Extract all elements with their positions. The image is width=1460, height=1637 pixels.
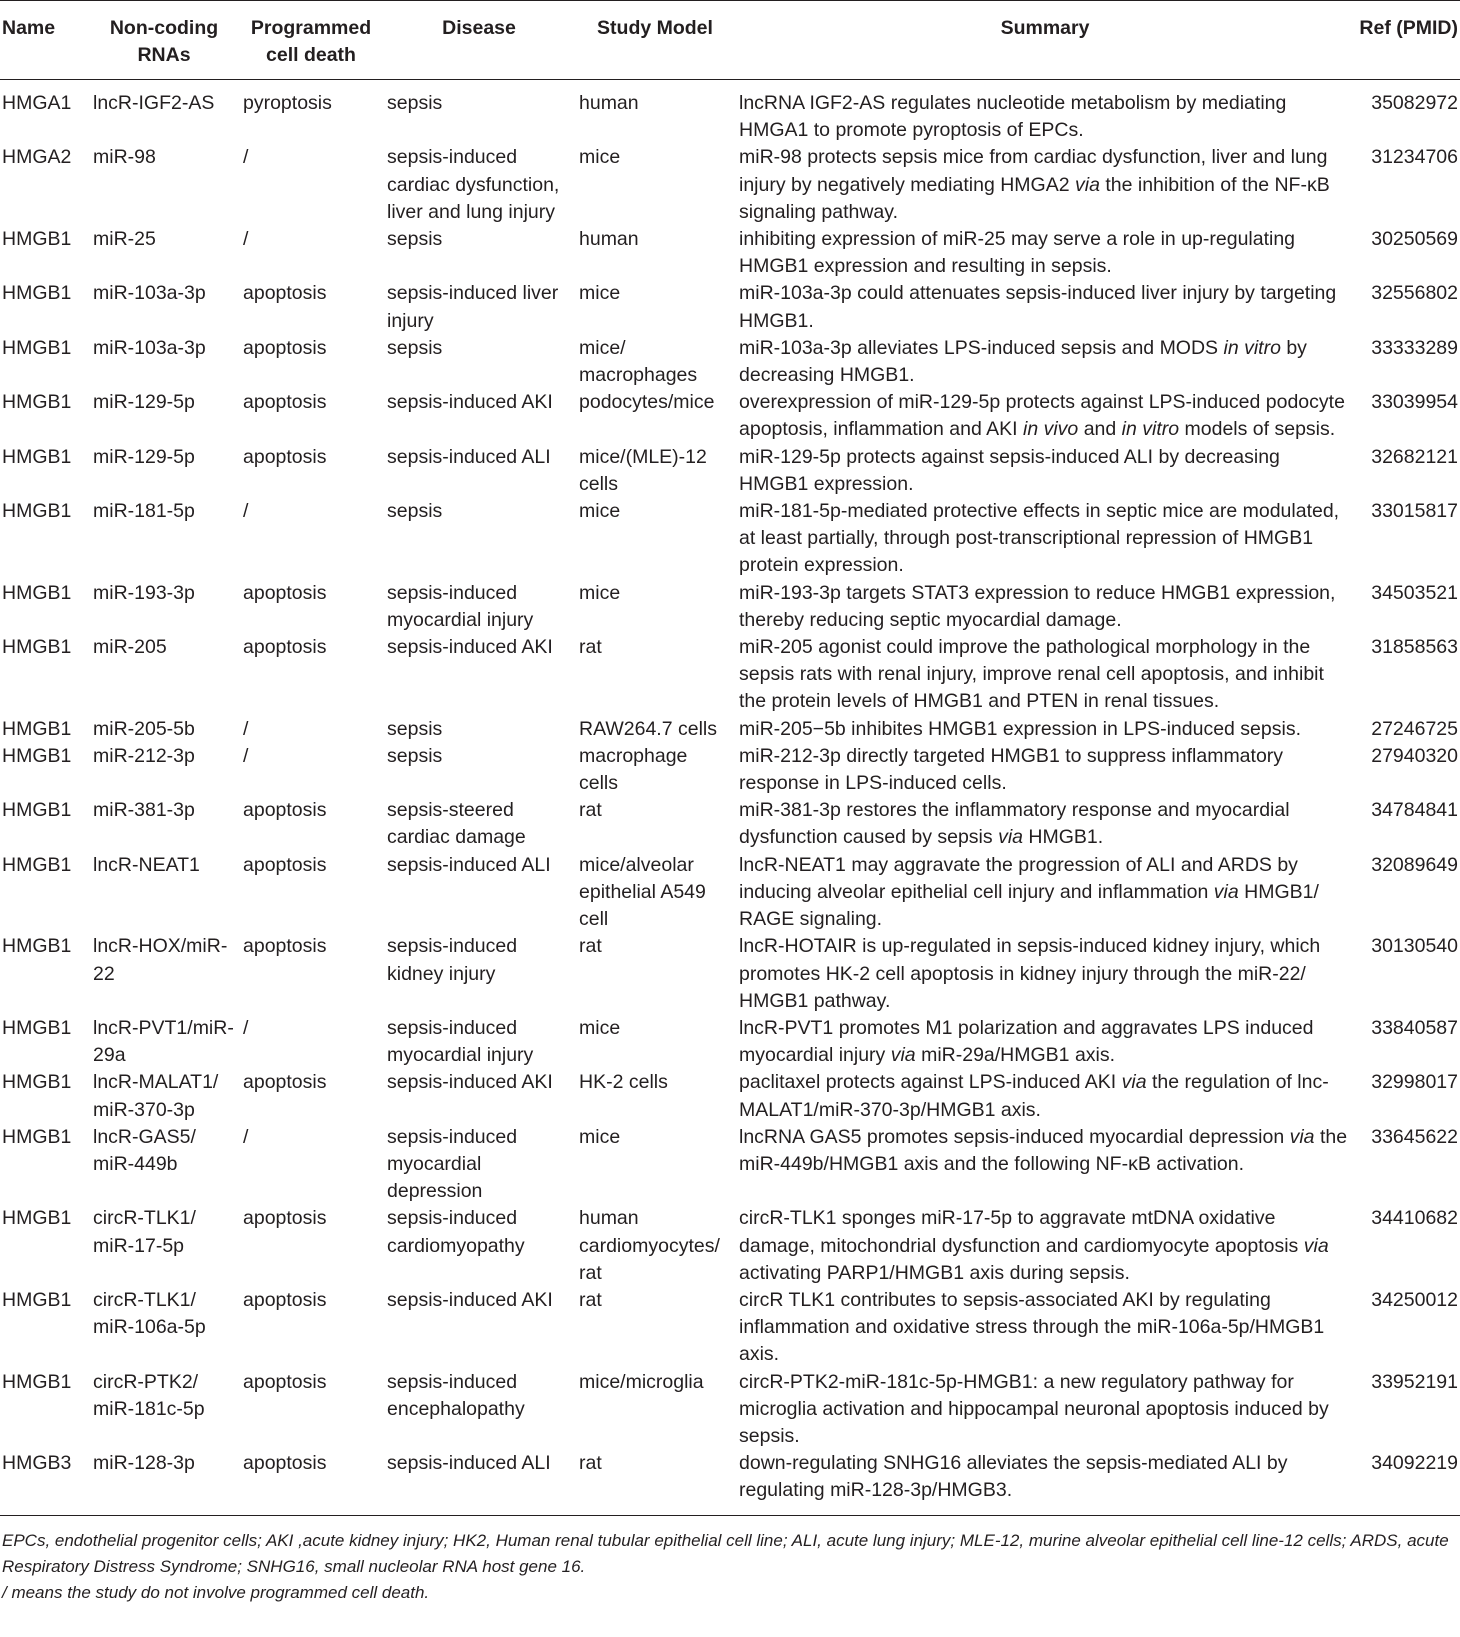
cell-programmed-cell-death: / xyxy=(243,1125,249,1148)
table-row xyxy=(0,1124,1460,1206)
cell-study-model: human xyxy=(579,92,639,114)
header-summary: Summary xyxy=(735,1,1355,80)
table-row xyxy=(0,933,1460,1015)
cell-study-model: RAW264.7 cells xyxy=(579,717,717,740)
cell-study-model: mice xyxy=(579,581,621,604)
cell-programmed-cell-death: apoptosis xyxy=(243,391,327,414)
cell-programmed-cell-death: / xyxy=(243,744,249,767)
cell-programmed-cell-death: apoptosis xyxy=(243,935,327,958)
table-row xyxy=(0,280,1460,334)
cell-name: HMGA2 xyxy=(2,146,72,169)
cell-disease: sepsis-induced liver injury xyxy=(387,282,559,332)
cell-programmed-cell-death: / xyxy=(243,146,249,169)
cell-noncoding-rna: miR-381-3p xyxy=(93,799,195,822)
cell-name: HMGB1 xyxy=(2,581,72,604)
cell-summary: down-regulating SNHG16 alleviates the sepsis-mediated ALI by regulating miR-128-3p/HMGB3. xyxy=(735,1450,1355,1515)
cell-ref-pmid: 32556802 xyxy=(1371,282,1458,305)
cell-name: HMGB1 xyxy=(2,1071,72,1094)
cell-study-model: mice/microglia xyxy=(579,1370,704,1393)
header-name: Name xyxy=(0,1,89,80)
table-row xyxy=(0,444,1460,498)
table-row xyxy=(0,498,1460,580)
cell-ref-pmid: 32998017 xyxy=(1371,1071,1458,1094)
cell-noncoding-rna: miR-103a-3p xyxy=(93,282,206,305)
table-row xyxy=(0,743,1460,797)
cell-name: HMGB1 xyxy=(2,1016,72,1039)
cell-name: HMGB1 xyxy=(2,391,72,414)
header-ref-pmid: Ref (PMID) xyxy=(1355,1,1460,80)
cell-disease: sepsis-induced kidney injury xyxy=(387,935,518,985)
cell-programmed-cell-death: apoptosis xyxy=(243,1288,327,1311)
cell-name: HMGB1 xyxy=(2,636,72,659)
cell-ref-pmid: 27940320 xyxy=(1371,744,1458,767)
cell-summary: circR-PTK2-miR-181c-5p-HMGB1: a new regulatory pathway for microglia activation and hippocampal neuronal apoptosis induced by sepsis. xyxy=(739,1370,1329,1447)
header-noncoding-rnas: Non-coding RNAs xyxy=(89,1,239,80)
cell-name: HMGB1 xyxy=(2,500,72,523)
footnotes xyxy=(0,1516,1460,1606)
header-row xyxy=(0,1,1460,80)
cell-noncoding-rna: lncR-PVT1/miR-29a xyxy=(93,1016,234,1067)
cell-ref-pmid: 30250569 xyxy=(1371,228,1458,251)
cell-programmed-cell-death: apoptosis xyxy=(243,1071,327,1094)
cell-programmed-cell-death: / xyxy=(243,500,249,523)
table-row xyxy=(0,1287,1460,1369)
table-row xyxy=(0,634,1460,716)
cell-study-model: mice xyxy=(579,1125,621,1148)
table-row xyxy=(0,797,1460,851)
cell-noncoding-rna: lncR-MALAT1/ miR-370-3p xyxy=(93,1071,219,1121)
cell-programmed-cell-death: / xyxy=(243,228,249,251)
cell-noncoding-rna: circR-TLK1/ miR-17-5p xyxy=(93,1207,196,1257)
cell-study-model: rat xyxy=(575,1450,735,1515)
header-disease: Disease xyxy=(383,1,575,80)
cell-study-model: human xyxy=(579,228,639,251)
table-body xyxy=(0,80,1460,1516)
table-header xyxy=(0,1,1460,80)
table-row xyxy=(0,1450,1460,1515)
cell-study-model: mice/ macrophages xyxy=(579,336,698,387)
cell-disease: sepsis xyxy=(387,336,443,359)
cell-summary: overexpression of miR-129-5p protects against LPS-induced podocyte apoptosis, inflammation and AKI in vivo and in vitro models of sepsis. xyxy=(739,391,1345,441)
cell-ref-pmid: 31234706 xyxy=(1371,146,1458,169)
cell-disease: sepsis-induced AKI xyxy=(387,1288,553,1311)
table-row xyxy=(0,1015,1460,1069)
cell-summary: miR-103a-3p alleviates LPS-induced sepsis and MODS in vitro by decreasing HMGB1. xyxy=(739,336,1307,387)
cell-ref-pmid: 33952191 xyxy=(1371,1370,1458,1393)
cell-noncoding-rna: miR-25 xyxy=(93,228,156,251)
cell-noncoding-rna: miR-193-3p xyxy=(93,581,195,604)
cell-noncoding-rna: miR-129-5p xyxy=(93,391,195,414)
cell-summary: lncR-NEAT1 may aggravate the progression of ALI and ARDS by inducing alveolar epithelial cell injury and inflammation via HMGB1/ RAGE signaling. xyxy=(739,853,1319,931)
cell-ref-pmid: 33840587 xyxy=(1371,1016,1458,1039)
cell-summary: lncR-HOTAIR is up-regulated in sepsis-induced kidney injury, which promotes HK-2 cell apoptosis in kidney injury through the miR-22/ HMGB1 pathway. xyxy=(739,935,1321,1012)
cell-study-model: macrophage cells xyxy=(579,744,688,795)
cell-programmed-cell-death: apoptosis xyxy=(243,581,327,604)
cell-name: HMGB1 xyxy=(2,853,72,876)
cell-disease: sepsis-steered cardiac damage xyxy=(387,799,526,849)
cell-noncoding-rna: miR-181-5p xyxy=(93,500,195,523)
cell-name: HMGB1 xyxy=(2,282,72,305)
cell-name: HMGB1 xyxy=(2,1207,72,1230)
table-row xyxy=(0,1069,1460,1123)
cell-summary: miR-98 protects sepsis mice from cardiac dysfunction, liver and lung injury by negatively mediating HMGA2 via the inhibition of the NF-κB signaling pathway. xyxy=(739,146,1330,223)
cell-noncoding-rna: lncR-IGF2-AS xyxy=(93,92,215,114)
cell-summary: paclitaxel protects against LPS-induced AKI via the regulation of lnc-MALAT1/miR-370-3p/HMGB1 axis. xyxy=(739,1071,1329,1121)
cell-programmed-cell-death: apoptosis xyxy=(243,636,327,659)
cell-disease: sepsis xyxy=(387,717,443,740)
cell-summary: miR-205−5b inhibites HMGB1 expression in LPS-induced sepsis. xyxy=(739,717,1301,740)
cell-disease: sepsis-induced AKI xyxy=(387,636,553,659)
cell-study-model: mice xyxy=(579,146,621,169)
cell-disease: sepsis-induced ALI xyxy=(387,853,551,876)
cell-study-model: mice/(MLE)-12 cells xyxy=(579,445,707,495)
cell-name: HMGB1 xyxy=(2,717,72,740)
cell-disease: sepsis-induced ALI xyxy=(383,1450,575,1515)
cell-name: HMGB1 xyxy=(2,744,72,767)
table-row xyxy=(0,1369,1460,1451)
cell-summary: miR-181-5p-mediated protective effects in septic mice are modulated, at least partially, through post-transcriptional repression of HMGB1 protein expression. xyxy=(739,500,1340,577)
cell-disease: sepsis-induced encephalopathy xyxy=(387,1370,525,1420)
cell-name: HMGB1 xyxy=(2,336,72,359)
cell-ref-pmid: 33039954 xyxy=(1371,391,1458,414)
cell-ref-pmid: 33333289 xyxy=(1371,336,1458,359)
cell-programmed-cell-death: / xyxy=(243,717,249,740)
cell-programmed-cell-death: apoptosis xyxy=(243,445,327,468)
cell-ref-pmid: 33645622 xyxy=(1371,1125,1458,1148)
cell-summary: miR-205 agonist could improve the pathological morphology in the sepsis rats with renal injury, improve renal cell apoptosis, and inhibit the protein levels of HMGB1 and PTEN in renal tissues. xyxy=(739,636,1324,713)
cell-noncoding-rna: lncR-GAS5/ miR-449b xyxy=(93,1125,196,1175)
cell-ref-pmid: 32682121 xyxy=(1371,445,1458,468)
cell-disease: sepsis xyxy=(387,92,443,114)
cell-summary: circR-TLK1 sponges miR-17-5p to aggravate mtDNA oxidative damage, mitochondrial dysfunction and cardiomyocyte apoptosis via activating PARP1/HMGB1 axis during sepsis. xyxy=(739,1207,1329,1284)
cell-name: HMGB1 xyxy=(2,228,72,251)
cell-name: HMGB1 xyxy=(2,1125,72,1148)
cell-noncoding-rna: miR-129-5p xyxy=(93,445,195,468)
cell-study-model: mice xyxy=(579,282,621,305)
cell-ref-pmid: 34503521 xyxy=(1371,581,1458,604)
cell-disease: sepsis-induced cardiac dysfunction, liver and lung injury xyxy=(387,146,560,223)
cell-disease: sepsis-induced myocardial injury xyxy=(387,581,534,631)
cell-ref-pmid: 31858563 xyxy=(1371,636,1458,659)
table-row xyxy=(0,716,1460,743)
cell-ref-pmid: 34784841 xyxy=(1371,799,1458,822)
table-row xyxy=(0,389,1460,443)
cell-summary: lncR-PVT1 promotes M1 polarization and aggravates LPS induced myocardial injury via miR-29a/HMGB1 axis. xyxy=(739,1016,1314,1067)
footnote-slash-meaning: / means the study do not involve programmed cell death. xyxy=(2,1582,430,1602)
cell-summary: inhibiting expression of miR-25 may serve a role in up-regulating HMGB1 expression and resulting in sepsis. xyxy=(739,228,1296,278)
cell-summary: miR-193-3p targets STAT3 expression to reduce HMGB1 expression, thereby reducing septic myocardial damage. xyxy=(739,581,1336,631)
cell-programmed-cell-death: pyroptosis xyxy=(243,92,332,114)
cell-noncoding-rna: miR-205-5b xyxy=(93,717,195,740)
cell-summary: circR TLK1 contributes to sepsis-associated AKI by regulating inflammation and oxidative stress through the miR-106a-5p/HMGB1 axis. xyxy=(739,1288,1325,1366)
cell-name: HMGB1 xyxy=(2,445,72,468)
cell-disease: sepsis-induced cardiomyopathy xyxy=(387,1207,525,1257)
cell-disease: sepsis-induced myocardial injury xyxy=(387,1016,534,1067)
cell-study-model: rat xyxy=(579,799,602,822)
cell-disease: sepsis xyxy=(387,500,443,523)
cell-ref-pmid: 32089649 xyxy=(1371,853,1458,876)
cell-study-model: rat xyxy=(579,636,602,659)
cell-ref-pmid: 33015817 xyxy=(1371,500,1458,523)
cell-ref-pmid: 30130540 xyxy=(1371,935,1458,958)
cell-noncoding-rna: circR-TLK1/ miR-106a-5p xyxy=(93,1288,206,1339)
cell-programmed-cell-death: apoptosis xyxy=(243,1207,327,1230)
header-programmed-cell-death: Programmed cell death xyxy=(239,1,383,80)
cell-name: HMGB3 xyxy=(0,1450,89,1515)
cell-disease: sepsis-induced myocardial depression xyxy=(387,1125,518,1203)
cell-programmed-cell-death: apoptosis xyxy=(243,336,327,359)
cell-name: HMGB1 xyxy=(2,1370,72,1393)
cell-programmed-cell-death: apoptosis xyxy=(243,282,327,305)
cell-disease: sepsis-induced AKI xyxy=(387,391,553,414)
cell-noncoding-rna: miR-205 xyxy=(93,636,167,659)
cell-disease: sepsis-induced AKI xyxy=(387,1071,553,1094)
footnote-abbreviations: EPCs, endothelial progenitor cells; AKI ,acute kidney injury; HK2, Human renal tubular epithelial cell line; ALI, acute lung injury; MLE-12, murine alveolar epithelial cell line-12 cells; ARDS, acute Respiratory Distress Syndrome; SNHG16, small nucleolar RNA host gene 16. xyxy=(2,1530,1449,1576)
cell-noncoding-rna: lncR-HOX/miR-22 xyxy=(93,935,228,985)
cell-disease: sepsis-induced ALI xyxy=(387,445,551,468)
cell-name: HMGA1 xyxy=(2,92,72,114)
cell-study-model: rat xyxy=(579,935,602,958)
cell-summary: miR-129-5p protects against sepsis-induced ALI by decreasing HMGB1 expression. xyxy=(739,445,1280,495)
cell-ref-pmid: 35082972 xyxy=(1371,92,1458,114)
table-row xyxy=(0,1205,1460,1287)
cell-summary: lncRNA IGF2-AS regulates nucleotide metabolism by mediating HMGA1 to promote pyroptosis of EPCs. xyxy=(739,92,1287,142)
cell-ref-pmid: 34410682 xyxy=(1371,1207,1458,1230)
cell-name: HMGB1 xyxy=(2,1288,72,1311)
cell-summary: miR-212-3p directly targeted HMGB1 to suppress inflammatory response in LPS-induced cells. xyxy=(739,744,1284,795)
cell-noncoding-rna: circR-PTK2/ miR-181c-5p xyxy=(93,1370,205,1420)
cell-ref-pmid: 34250012 xyxy=(1371,1288,1458,1311)
table-row xyxy=(0,580,1460,634)
cell-programmed-cell-death: apoptosis xyxy=(243,799,327,822)
cell-study-model: mice xyxy=(579,500,621,523)
cell-study-model: podocytes/mice xyxy=(579,391,715,414)
cell-study-model: HK-2 cells xyxy=(579,1071,668,1094)
cell-study-model: human cardiomyocytes/ rat xyxy=(579,1207,720,1284)
table-row xyxy=(0,852,1460,934)
table-row xyxy=(0,144,1460,226)
cell-ref-pmid: 27246725 xyxy=(1371,717,1458,740)
table-row xyxy=(0,335,1460,389)
cell-study-model: mice xyxy=(579,1016,621,1039)
cell-noncoding-rna: miR-98 xyxy=(93,146,156,169)
cell-name: HMGB1 xyxy=(2,799,72,822)
cell-name: HMGB1 xyxy=(2,935,72,958)
cell-summary: lncRNA GAS5 promotes sepsis-induced myocardial depression via the miR-449b/HMGB1 axis and the following NF-κB activation. xyxy=(739,1125,1348,1175)
cell-disease: sepsis xyxy=(387,228,443,251)
cell-disease: sepsis xyxy=(387,744,443,767)
cell-summary: miR-381-3p restores the inflammatory response and myocardial dysfunction caused by sepsis via HMGB1. xyxy=(739,799,1290,849)
cell-ref-pmid: 34092219 xyxy=(1355,1450,1460,1515)
cell-noncoding-rna: miR-128-3p xyxy=(89,1450,239,1515)
cell-study-model: rat xyxy=(579,1288,602,1311)
cell-noncoding-rna: miR-212-3p xyxy=(93,744,195,767)
cell-programmed-cell-death: / xyxy=(243,1016,249,1039)
cell-programmed-cell-death: apoptosis xyxy=(243,853,327,876)
table-row xyxy=(0,226,1460,280)
cell-programmed-cell-death: apoptosis xyxy=(239,1450,383,1515)
cell-noncoding-rna: miR-103a-3p xyxy=(93,336,206,359)
cell-summary: miR-103a-3p could attenuates sepsis-induced liver injury by targeting HMGB1. xyxy=(739,282,1337,332)
cell-programmed-cell-death: apoptosis xyxy=(243,1370,327,1393)
cell-noncoding-rna: lncR-NEAT1 xyxy=(93,853,200,876)
table-row xyxy=(0,80,1460,145)
header-study-model: Study Model xyxy=(575,1,735,80)
cell-study-model: mice/alveolar epithelial A549 cell xyxy=(579,853,706,931)
